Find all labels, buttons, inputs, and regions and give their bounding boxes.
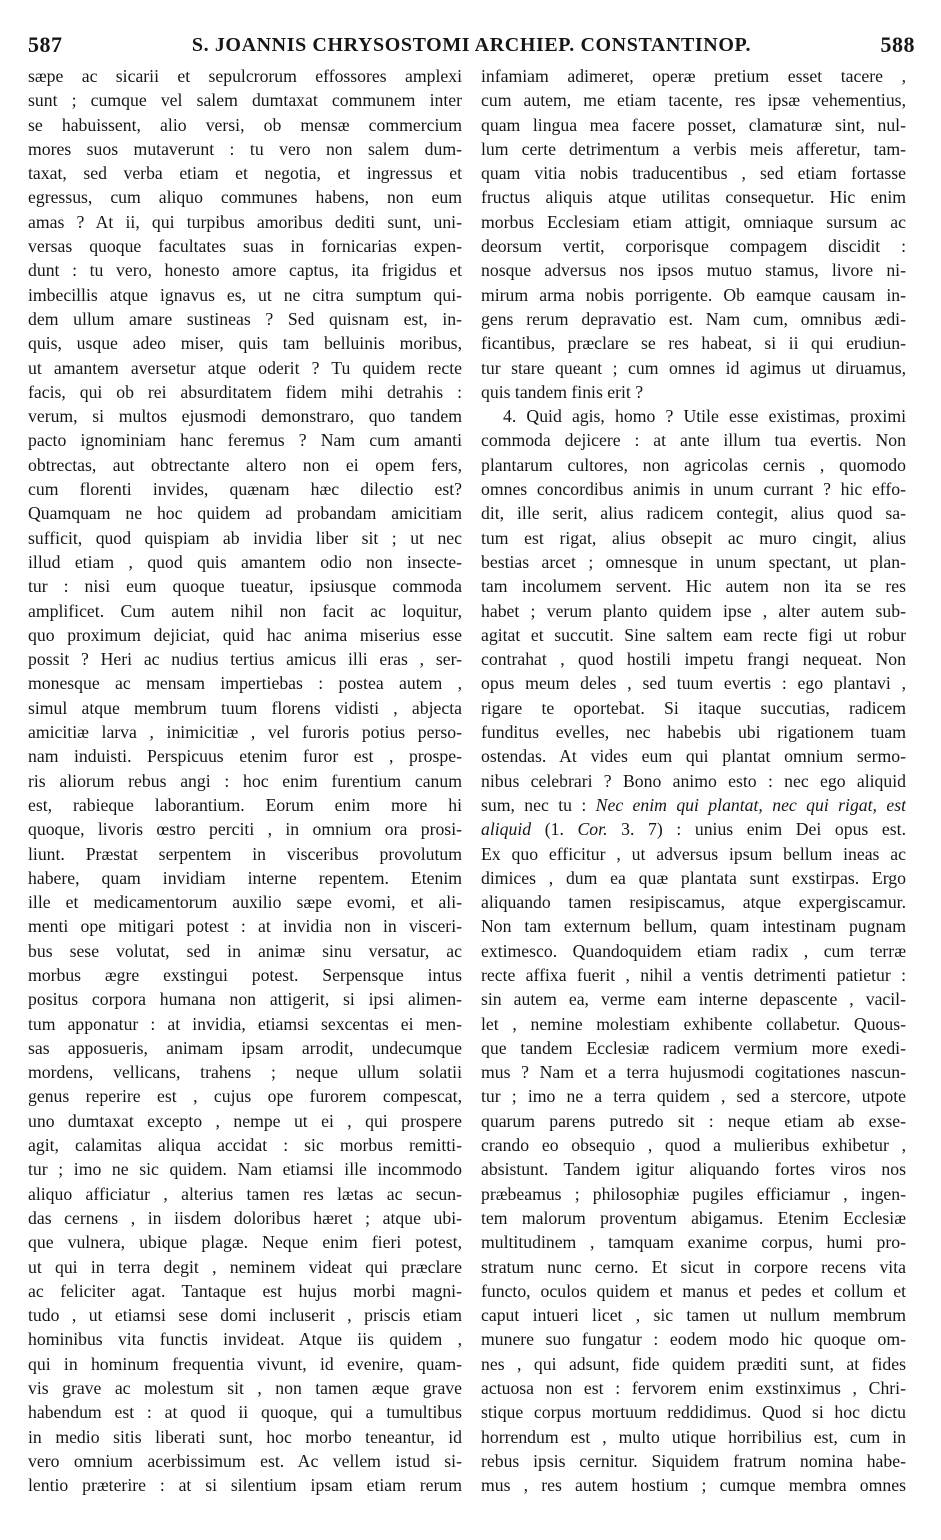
text-line: liunt. Præstat serpentem in visceribus provolutum bbox=[28, 843, 462, 864]
text-line: possit ? Heri ac nudius tertius amicus illi eras , ser- bbox=[28, 649, 462, 670]
running-header bbox=[28, 30, 915, 62]
text-line: morbus Ecclesiam etiam attigit, omniaque sursum ac bbox=[481, 211, 906, 232]
text-line: tum est rigat, alius obsepit ac muro cingit, alius bbox=[481, 527, 906, 548]
text-line: uno dumtaxat excepto , nempe ut ei , qui prospere bbox=[28, 1110, 462, 1131]
text-line: taxat, sed verba etiam et negotia, et ingressus et bbox=[28, 163, 462, 184]
text-line: lentio præterire : at si silentium ipsam etiam rerum bbox=[28, 1475, 462, 1496]
text-line: mus ? Nam et a terra hujusmodi cogitationes nascun- bbox=[481, 1062, 906, 1083]
text-line: tum apponatur : at invidia, etiamsi sexcentas ei men- bbox=[28, 1013, 462, 1034]
text-line: tur ; imo ne a terra quidem , sed a stercore, utpote bbox=[481, 1086, 906, 1107]
text-line: in medio sitis liberati sunt, hoc morbo teneantur, id bbox=[28, 1426, 462, 1447]
text-line: amicitiæ larva , inimicitiæ , vel furoris potius perso- bbox=[28, 722, 462, 743]
text-line: caput intueri licet , sic tamen ut nullum membrum bbox=[481, 1305, 906, 1326]
text-line: tam incolumem servent. Hic autem non ita se res bbox=[481, 576, 906, 597]
text-line: sæpe ac sicarii et sepulcrorum effossores amplexi bbox=[28, 66, 462, 86]
text-line: crando eo obsequio , quod a mulieribus exhibetur , bbox=[481, 1135, 906, 1156]
text-line: ficantibus, præclare se res habeat, si ii qui erudiun- bbox=[481, 333, 906, 354]
text-line: stique corpus mortuum reddidimus. Quod si hoc dictu bbox=[481, 1402, 906, 1423]
text-line: dem ullum amare sustineas ? Sed quisnam est, in- bbox=[28, 308, 462, 329]
text-line: dimices , dum ea quæ plantata sunt exstirpas. Ergo bbox=[481, 867, 906, 888]
text-line: plantarum cultores, non agricolas cernis , quomodo bbox=[481, 454, 906, 475]
text-line: contrahat , quod hostili impetu frangi nequeat. Non bbox=[481, 649, 906, 670]
text-line: habet ; verum planto quidem ipse , alter autem sub- bbox=[481, 600, 906, 621]
text-line: fructus aliquis atque utilitas consequetur. Hic enim bbox=[481, 187, 906, 208]
text-line: omnes concordibus animis in unum currant ? hic effo- bbox=[481, 479, 906, 500]
text-line: Quamquam ne hoc quidem ad probandam amicitiam bbox=[28, 503, 462, 524]
text-line: quis tandem finis erit ? bbox=[481, 381, 644, 402]
text-line: ac feliciter agat. Tantaque est hujus morbi magni- bbox=[28, 1280, 462, 1301]
text-line: mores suos mutaverunt : tu vero non salem dum- bbox=[28, 138, 462, 159]
text-line: deorsum vertit, corporisque compagem discidit : bbox=[481, 236, 906, 257]
text-line: recte affixa fuerit , nihil a ventis detrimenti patietur : bbox=[481, 964, 906, 985]
text-line: opus meum deles , sed tuum evertis : ego plantavi , bbox=[481, 673, 906, 694]
text-line: tudo , ut etiamsi sese domi incluserit , priscis etiam bbox=[28, 1305, 462, 1326]
text-line: nes , qui adsunt, fide quidem præditi sunt, at fides bbox=[481, 1353, 906, 1374]
text-line: ille et medicamentorum auxilio sæpe evomi, et ali- bbox=[28, 892, 462, 913]
text-line: verum, si multos ejusmodi demonstraro, quo tandem bbox=[28, 406, 462, 427]
text-line: absistunt. Tandem igitur aliquando fortes viros nos bbox=[481, 1159, 906, 1180]
text-line: monesque ac mensam impertiebas : postea autem , bbox=[28, 673, 462, 694]
text-line: præbeamus ; philosophiæ pugiles efficiamur , ingen- bbox=[481, 1183, 906, 1204]
text-line: hominibus vita functis invideat. Atque iis quidem , bbox=[28, 1329, 462, 1350]
text-line: quis, usque adeo miser, quis tam belluinis moribus, bbox=[28, 333, 462, 354]
text-line: tem malorum proventum abigamus. Etenim Ecclesiæ bbox=[481, 1207, 906, 1228]
text-line: bus sese volutat, sed in animæ sinu versatur, ac bbox=[28, 940, 462, 961]
text-line: amplificet. Cum autem nihil non facit ac loquitur, bbox=[28, 600, 462, 621]
text-line: nosque adversus nos ipsos mutuo stamus, livore ni- bbox=[481, 260, 906, 281]
text-line: horrendum est , multo utique horribilius est, cum in bbox=[481, 1426, 906, 1447]
text-line: ris aliorum rebus angi : hoc enim furentium canum bbox=[28, 770, 462, 791]
text-line: commoda dejicere : at ante illum tua evertis. Non bbox=[481, 430, 906, 451]
page-number-right: 588 bbox=[880, 32, 915, 57]
text-line: 4. Quid agis, homo ? Utile esse existimas, proximi bbox=[503, 406, 906, 427]
text-line: menti ope mitigari potest : at invidia non in visceri- bbox=[28, 916, 462, 937]
text-line: vis grave ac molestum sit , non tamen æque grave bbox=[28, 1378, 462, 1399]
text-line: quarum parens putredo sit : neque etiam ab exse- bbox=[481, 1110, 906, 1131]
text-line: morbus ægre exstingui potest. Serpensque intus bbox=[28, 964, 462, 985]
text-line: das cernens , in iisdem doloribus hæret ; atque ubi- bbox=[28, 1207, 462, 1228]
text-line: amas ? At ii, qui turpibus amoribus dediti sunt, uni- bbox=[28, 211, 462, 232]
text-line: que tandem Ecclesiæ radicem vermium more exedi- bbox=[481, 1037, 906, 1058]
text-line: quam vitia nobis traducentibus , sed etiam fortasse bbox=[481, 163, 906, 184]
text-line: versas quoque facultates suas in fornicarias expen- bbox=[28, 236, 462, 257]
text-line: aliquando tamen resipiscamus, atque expergiscamur. bbox=[481, 892, 906, 913]
text-line: nam induisti. Perspicuus etenim furor est , prospe- bbox=[28, 746, 462, 767]
text-line: pacto ignominiam hanc feremus ? Nam cum amanti bbox=[28, 430, 462, 451]
text-line: let , nemine molestiam exhibente collabetur. Quous- bbox=[481, 1013, 906, 1034]
text-line: egressus, cum aliquo communes habens, non eum bbox=[28, 187, 462, 208]
text-line: gens rerum depravatio est. Nam cum, omnibus ædi- bbox=[481, 308, 906, 329]
text-line: mirum arma nobis porrigente. Ob eamque causam in- bbox=[481, 284, 906, 305]
text-line: dunt : tu vero, honesto amore captus, ita frigidus et bbox=[28, 260, 462, 281]
right-column bbox=[481, 64, 906, 1498]
text-line: que vulnera, ubique plagæ. Neque enim fieri potest, bbox=[28, 1232, 462, 1253]
text-line: qui in hominum frequentia vivunt, id evenire, quam- bbox=[28, 1353, 462, 1374]
text-line: quam lingua mea facere posset, clamaturæ sint, nul- bbox=[481, 114, 906, 135]
text-line: actuosa non est : fervorem enim exstinximus , Chri- bbox=[481, 1378, 906, 1399]
text-line: quo proximum dejiciat, quid hac anima miserius esse bbox=[28, 624, 462, 645]
text-line: munere suo fungatur : eodem modo hic quoque om- bbox=[481, 1329, 906, 1350]
text-line: ostendas. At vides eum qui plantat omnium sermo- bbox=[481, 746, 906, 767]
text-line: imbecillis atque ignavus es, ut ne citra sumptum qui- bbox=[28, 284, 462, 305]
text-line: tur : nisi eum quoque tueatur, ipsiusque commoda bbox=[28, 576, 462, 597]
text-line: dit, ille serit, alius radicem contegit, alius quod sa- bbox=[481, 503, 906, 524]
text-line: obtrectas, aut obtrectante altero non ei opem fers, bbox=[28, 454, 462, 475]
text-line: habendum est : at quod ii quoque, qui a tumultibus bbox=[28, 1402, 462, 1423]
text-line: rigare te oportebat. Si itaque succutias, radicem bbox=[481, 697, 906, 718]
text-line: positus corpora humana non attigerit, si ipsi alimen- bbox=[28, 989, 462, 1010]
text-line: lum certe detrimentum a verbis meis afferetur, tam- bbox=[481, 138, 906, 159]
text-line: habere, quam invidiam interne repentem. Etenim bbox=[28, 867, 462, 888]
text-line: Ex quo efficitur , ut adversus ipsum bellum ineas ac bbox=[481, 843, 906, 864]
text-line: ut amantem aversetur atque oderit ? Tu quidem recte bbox=[28, 357, 462, 378]
text-line: facis, qui ob rei absurditatem fidem mihi detrahis : bbox=[28, 381, 462, 402]
text-line: vero omnium acerbissimum est. Ac vellem istud si- bbox=[28, 1450, 462, 1471]
text-line: rebus ipsis cernitur. Siquidem fratrum nomina habe- bbox=[481, 1450, 906, 1471]
text-line: stratum nunc cerno. Et sicut in corpore recens vita bbox=[481, 1256, 906, 1277]
running-title: S. JOANNIS CHRYSOSTOMI ARCHIEP. CONSTANTINOP. bbox=[191, 34, 752, 56]
text-line: sum, nec tu : Nec enim qui plantat, nec qui rigat, est bbox=[481, 794, 906, 815]
text-line: funditus evelles, nec habebis ubi rigationem tuam bbox=[481, 722, 906, 743]
text-line: extimesco. Quandoquidem etiam radix , cum terræ bbox=[481, 940, 906, 961]
text-line: Non tam externum bellum, quam intestinam pugnam bbox=[481, 916, 906, 937]
text-line: nibus celebrari ? Bono animo esto : nec ego aliquid bbox=[481, 770, 906, 791]
text-line: simul atque membrum tuum florens vidisti , abjecta bbox=[28, 697, 462, 718]
text-line: multitudinem , tamquam exanime corpus, humi pro- bbox=[481, 1232, 906, 1253]
text-line: bestias arcet ; omnesque in unum spectant, ut plan- bbox=[481, 551, 906, 572]
text-line: est, rabieque laborantium. Eorum enim more hi bbox=[28, 794, 462, 815]
text-line: illud etiam , quod quis amantem odio non insecte- bbox=[28, 551, 462, 572]
text-line: quoque, livoris œstro perciti , in omnium ora prosi- bbox=[28, 819, 462, 840]
text-line: sufficit, quod quispiam ab invidia liber sit ; ut nec bbox=[28, 527, 462, 548]
text-line: functo, oculos quidem et manus et pedes et collum et bbox=[481, 1280, 906, 1301]
page-number-left: 587 bbox=[28, 32, 63, 57]
text-line: sin autem ea, verme eam interne depascente , vacil- bbox=[481, 989, 906, 1010]
text-line: tur ; imo ne sic quidem. Nam etiamsi ille incommodo bbox=[28, 1159, 462, 1180]
text-line: genus reperire est , cujus ope furorem compescat, bbox=[28, 1086, 462, 1107]
text-line: cum florenti invides, quænam hæc dilectio est? bbox=[28, 479, 462, 500]
text-line: ut qui in terra degit , neminem videat qui præclare bbox=[28, 1256, 462, 1277]
text-line: mus , res autem hostium ; cumque membra omnes bbox=[481, 1475, 906, 1496]
text-line: sunt ; cumque vel salem dumtaxat communem inter bbox=[28, 90, 462, 111]
text-line: se habuissent, alio versi, ob mensæ commercium bbox=[28, 114, 462, 135]
text-line: infamiam adimeret, operæ pretium esset tacere , bbox=[481, 66, 906, 86]
text-line: cum autem, me etiam tacente, res ipsæ vehementius, bbox=[481, 90, 906, 111]
text-line: agit, calamitas aliqua accidat : sic morbus remitti- bbox=[28, 1135, 462, 1156]
text-line: agitat et succutit. Sine saltem eam recte figi ut robur bbox=[481, 624, 906, 645]
text-line: aliquid (1. Cor. 3. 7) : unius enim Dei opus est. bbox=[481, 819, 906, 840]
left-column bbox=[28, 64, 462, 1498]
text-line: tur stare queant ; cum omnes id agimus ut diruamus, bbox=[481, 357, 906, 378]
text-line: sas apposueris, animam ipsam arrodit, undecumque bbox=[28, 1037, 462, 1058]
text-line: mordens, vellicans, trahens ; neque ullum solatii bbox=[28, 1062, 462, 1083]
text-line: aliquo afficiatur , alterius tamen res lætas ac secun- bbox=[28, 1183, 462, 1204]
